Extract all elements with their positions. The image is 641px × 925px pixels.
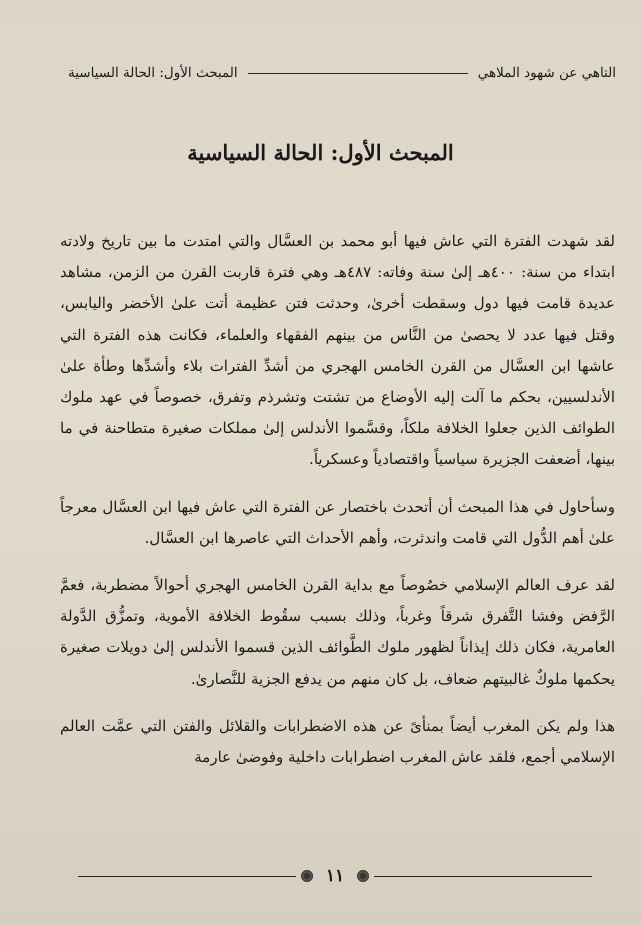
footer-rule-left: [78, 876, 296, 877]
page-number: ١١: [325, 866, 345, 886]
paragraph: هذا ولم يكن المغرب أيضاً بمنأىً عن هذه الاضطرابات والقلائل والفتن التي عمَّت العالم الإسلامي أجمع، فلقد عاش المغرب اضطرابات داخلية وفوضىٰ عارمة: [60, 716, 615, 767]
running-header: [68, 62, 616, 84]
ornament-icon: [300, 869, 314, 883]
header-rule: [248, 73, 468, 74]
paragraph: لقد شهدت الفترة التي عاش فيها أبو محمد بن العسَّال والتي امتدت ما بين تاريخ ولادته ابتداء من سنة: ٤٠٠هـ إلىٰ سنة وفاته: ٤٨٧هـ وهي فترة قاربت القرن من الزمن، مشاهد عديدة قامت فيها دول وسقطت أخرىٰ، وحدثت فتن عظيمة أتت علىٰ الأخضر واليابس، وقتل فيها عدد لا يحصىٰ من النَّاس من بينهم الفقهاء والعلماء، فكانت هذه الفترة التي عاشها ابن العسَّال من القرن الخامس الهجري من أشدِّ الفترات بلاء وأشدِّها وطأة علىٰ الأندلسيين، بحكم ما آلت إليه الأوضاع من تشتت وتشرذم وتفرق، خصوصاً في عهد ملوك الطوائف الذين جعلوا الخلافة ملكاً، وقسَّموا الأندلس إلىٰ مملكات صغيرة متطاحنة في ما بينها، أضعفت الجزيرة سياسياً واقتصادياً وعسكرياً.: [60, 232, 615, 469]
paragraph: لقد عرف العالم الإسلامي خصُوصاً مع بداية القرن الخامس الهجري أحوالاً مضطربة، فعمَّ الرَّفض وفشا التَّفرق شرقاً وغرباً، وذلك بسبب سقُوط الخلافة الأموية، وتمزُّق الدَّولة العامرية، فكان ذلك إيذاناً لظهور ملوك الطَّوائف الذين قسموا الأندلس إلىٰ دويلات صغيرة يحكمها ملوكٌ غالبيتهم ضعاف، بل كان منهم من يدفع الجزية للنَّصارىٰ.: [60, 576, 615, 688]
body-text: [60, 226, 615, 773]
ornament-icon: [356, 869, 370, 883]
paragraph: وسأحاول في هذا المبحث أن أتحدث باختصار عن الفترة التي عاش فيها ابن العسَّال معرجاً علىٰ أهم الدُّول التي قامت واندثرت، وأهم الأحداث التي عاصرها ابن العسَّال.: [60, 497, 615, 547]
page-footer: [78, 866, 592, 886]
footer-rule-right: [374, 876, 592, 877]
section-heading: المبحث الأول: الحالة السياسية: [187, 140, 454, 165]
header-section-title: المبحث الأول: الحالة السياسية: [68, 65, 238, 81]
header-book-title: التاهي عن شهود الملاهي: [477, 65, 616, 81]
